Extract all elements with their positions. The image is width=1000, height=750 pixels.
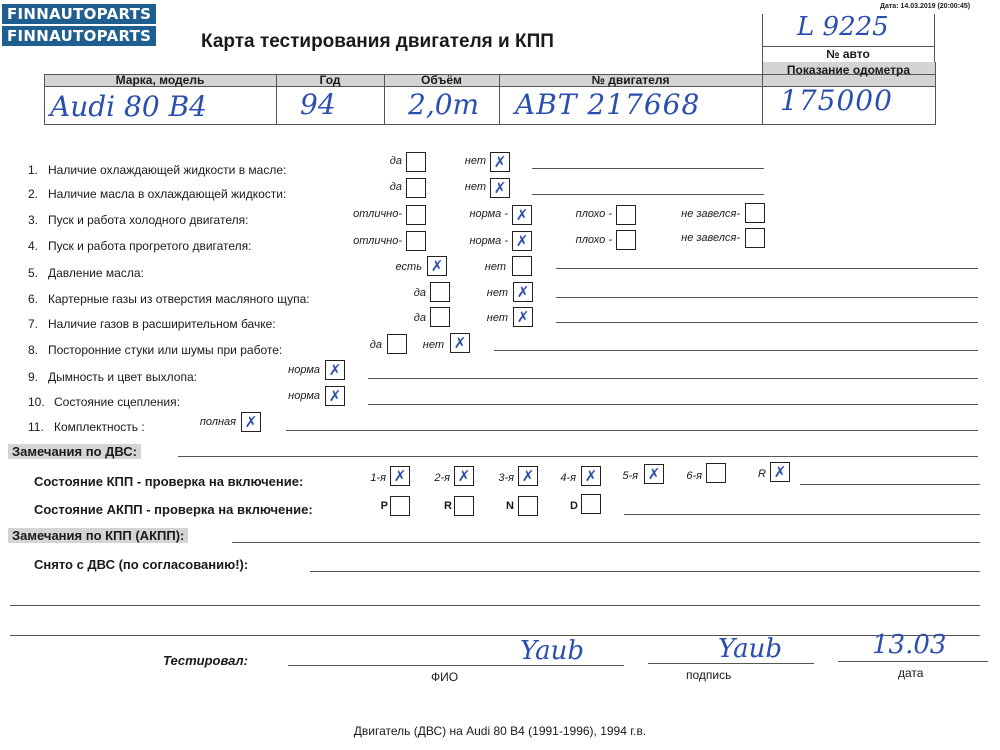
q3-opt-bad-label: плохо -: [575, 208, 612, 220]
q2-opt-no-label: нет: [464, 181, 486, 193]
col-header-model: Марка, модель: [115, 73, 205, 87]
kpp-gear-5-label: 5-я: [622, 470, 638, 482]
q4-opt-no-start-label: не завелся-: [681, 232, 740, 244]
sign-label: подпись: [686, 668, 732, 682]
q6-opt-yes-checkbox[interactable]: [430, 282, 450, 302]
q4-opt-normal-checkbox[interactable]: ✗: [512, 231, 532, 251]
q5-opt-no-label: нет: [484, 261, 506, 273]
q9-label: Дымность и цвет выхлопа:: [48, 370, 197, 384]
kpp-gear-2-checkbox[interactable]: ✗: [454, 466, 474, 486]
col-header-odometer: Показание одометра: [786, 63, 911, 77]
q1-opt-no-checkbox[interactable]: ✗: [490, 152, 510, 172]
kpp-label: Состояние КПП - проверка на включение:: [34, 474, 304, 489]
kpp-gear-3-label: 3-я: [498, 472, 514, 484]
brand-logo-secondary: FINNAUTOPARTS: [2, 26, 156, 46]
q8-number: 8.: [28, 343, 39, 357]
q1-opt-yes-label: да: [389, 155, 402, 167]
kpp-gear-1-checkbox[interactable]: ✗: [390, 466, 410, 486]
q5-label: Давление масла:: [48, 266, 144, 280]
kpp-remarks-label: Замечания по КПП (АКПП):: [8, 528, 188, 543]
q4-label: Пуск и работа прогретого двигателя:: [48, 239, 252, 253]
q9-opt-normal-checkbox[interactable]: ✗: [325, 360, 345, 380]
cell-year: 94: [300, 88, 336, 121]
q7-opt-yes-label: да: [413, 312, 426, 324]
form-title: Карта тестирования двигателя и КПП: [201, 31, 554, 52]
page-caption: Двигатель (ДВС) на Audi 80 B4 (1991-1996), 1994 г.в.: [353, 724, 647, 738]
kpp-gear-r-label: R: [758, 468, 766, 480]
q4-opt-bad-label: плохо -: [575, 234, 612, 246]
q3-label: Пуск и работа холодного двигателя:: [48, 213, 249, 227]
cell-odometer: 175000: [780, 84, 893, 117]
q6-opt-no-label: нет: [486, 287, 508, 299]
date-value: 13.03: [872, 630, 947, 660]
q3-opt-excellent-checkbox[interactable]: [406, 205, 426, 225]
akpp-gear-p-checkbox[interactable]: [390, 496, 410, 516]
col-header-volume: Объём: [421, 73, 462, 87]
tested-label: Тестировал:: [163, 653, 248, 668]
col-header-year: Год: [319, 73, 341, 87]
col-header-engine-number: № двигателя: [591, 73, 670, 87]
q2-opt-yes-label: да: [389, 181, 402, 193]
q1-label: Наличие охлаждающей жидкости в масле:: [48, 163, 287, 177]
q5-number: 5.: [28, 266, 39, 280]
q1-number: 1.: [28, 163, 39, 177]
brand-logo: FINNAUTOPARTS: [2, 4, 156, 24]
sign-value: Yaub: [718, 634, 783, 664]
q5-opt-yes-label: есть: [395, 261, 422, 273]
q3-opt-normal-checkbox[interactable]: ✗: [512, 205, 532, 225]
q9-number: 9.: [28, 370, 39, 384]
q10-opt-normal-label: норма: [288, 390, 320, 402]
q4-number: 4.: [28, 239, 39, 253]
q8-opt-yes-label: да: [369, 339, 382, 351]
q3-number: 3.: [28, 213, 39, 227]
q4-opt-excellent-label: отлично-: [353, 235, 402, 247]
q2-opt-no-checkbox[interactable]: ✗: [490, 178, 510, 198]
q4-opt-normal-label: норма -: [469, 235, 508, 247]
kpp-gear-3-checkbox[interactable]: ✗: [518, 466, 538, 486]
kpp-gear-r-checkbox[interactable]: ✗: [770, 462, 790, 482]
q9-opt-normal-label: норма: [288, 364, 320, 376]
q10-label: Состояние сцепления:: [54, 395, 180, 409]
q6-opt-yes-label: да: [413, 287, 426, 299]
cell-volume: 2,0т: [408, 88, 480, 121]
q7-label: Наличие газов в расширительном бачке:: [48, 317, 276, 331]
kpp-gear-2-label: 2-я: [434, 472, 450, 484]
q2-opt-yes-checkbox[interactable]: [406, 178, 426, 198]
date-label: дата: [898, 666, 924, 680]
kpp-gear-4-label: 4-я: [560, 472, 576, 484]
q3-opt-no-start-label: не завелся-: [681, 208, 740, 220]
q8-opt-no-label: нет: [422, 339, 444, 351]
kpp-gear-5-checkbox[interactable]: ✗: [644, 464, 664, 484]
fio-label: ФИО: [431, 670, 459, 684]
kpp-gear-6-checkbox[interactable]: [706, 463, 726, 483]
akpp-gear-r-label: R: [444, 500, 452, 512]
fio-value: Yaub: [520, 636, 585, 666]
kpp-gear-6-label: 6-я: [686, 470, 702, 482]
q6-label: Картерные газы из отверстия масляного щупа:: [48, 292, 310, 306]
akpp-gear-r-checkbox[interactable]: [454, 496, 474, 516]
dvs-remarks-label: Замечания по ДВС:: [8, 444, 141, 459]
akpp-gear-p-label: P: [380, 500, 388, 512]
q5-opt-yes-checkbox[interactable]: ✗: [427, 256, 447, 276]
auto-number-value: L 9225: [797, 12, 889, 42]
q4-opt-no-start-checkbox[interactable]: [745, 228, 765, 248]
q3-opt-no-start-checkbox[interactable]: [745, 203, 765, 223]
kpp-gear-1-label: 1-я: [370, 472, 386, 484]
q4-opt-excellent-checkbox[interactable]: [406, 231, 426, 251]
akpp-gear-n-checkbox[interactable]: [518, 496, 538, 516]
cell-model: Audi 80 B4: [50, 90, 207, 123]
q2-number: 2.: [28, 187, 39, 201]
q1-opt-yes-checkbox[interactable]: [406, 152, 426, 172]
q6-number: 6.: [28, 292, 39, 306]
removed-label: Снято с ДВС (по согласованию!):: [34, 557, 249, 572]
akpp-gear-d-label: D: [570, 500, 578, 512]
q10-opt-normal-checkbox[interactable]: ✗: [325, 386, 345, 406]
date-stamp: Дата: 14.03.2019 (20:00:45): [880, 3, 971, 10]
q3-opt-bad-checkbox[interactable]: [616, 205, 636, 225]
q11-label: Комплектность :: [54, 420, 145, 434]
q2-label: Наличие масла в охлаждающей жидкости:: [48, 187, 287, 201]
akpp-label: Состояние АКПП - проверка на включение:: [34, 502, 313, 517]
q1-opt-no-label: нет: [464, 155, 486, 167]
q3-opt-excellent-label: отлично-: [353, 208, 402, 220]
q7-opt-yes-checkbox[interactable]: [430, 307, 450, 327]
q6-opt-no-checkbox[interactable]: ✗: [513, 282, 533, 302]
akpp-gear-d-checkbox[interactable]: [581, 494, 601, 514]
akpp-gear-n-label: N: [506, 500, 514, 512]
q3-opt-normal-label: норма -: [469, 208, 508, 220]
q7-number: 7.: [28, 317, 39, 331]
auto-number-label: № авто: [826, 47, 870, 61]
q11-number: 11.: [28, 420, 44, 434]
q10-number: 10.: [28, 395, 45, 409]
q8-label: Посторонние стуки или шумы при работе:: [48, 343, 283, 357]
q8-opt-no-checkbox[interactable]: ✗: [450, 333, 470, 353]
q5-opt-no-checkbox[interactable]: [512, 256, 532, 276]
q11-opt-full-label: полная: [199, 416, 236, 428]
q11-opt-full-checkbox[interactable]: ✗: [241, 412, 261, 432]
q4-opt-bad-checkbox[interactable]: [616, 230, 636, 250]
kpp-gear-4-checkbox[interactable]: ✗: [581, 466, 601, 486]
q7-opt-no-checkbox[interactable]: ✗: [513, 307, 533, 327]
cell-engine-number: ABT 217668: [515, 88, 701, 121]
q7-opt-no-label: нет: [486, 312, 508, 324]
